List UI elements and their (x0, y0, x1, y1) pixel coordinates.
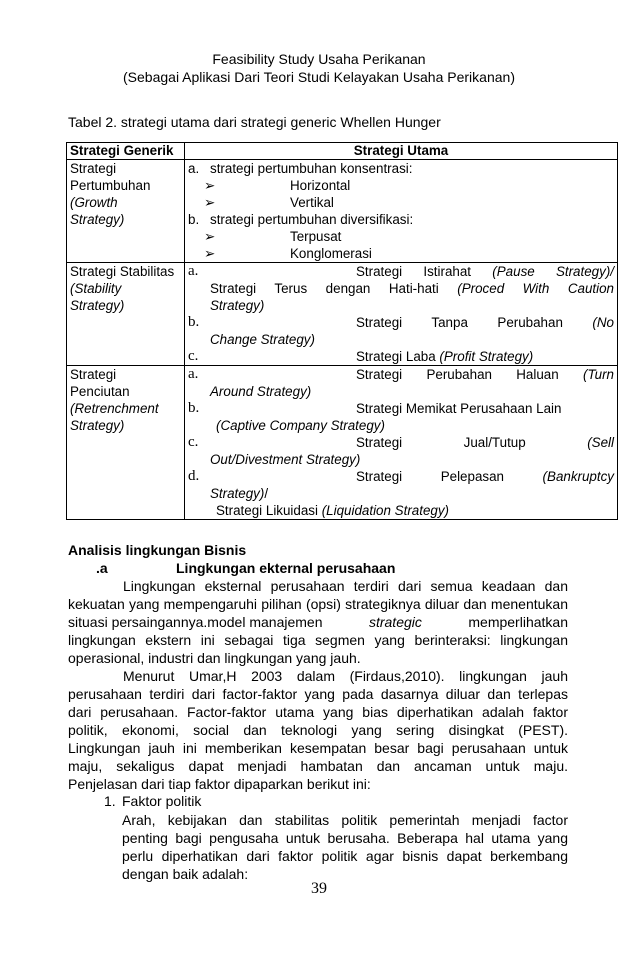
generic-strategy-cell: Strategi Penciutan (Retrenchment Strategy) (67, 366, 185, 520)
list-item-title: Faktor politik (122, 793, 202, 809)
generic-strategy-cell: Strategi Stabilitas (Stability Strategy) (67, 263, 185, 366)
strategy-table (66, 142, 618, 520)
main-strategy-cell: a. Strategi Perubahan Haluan (Turn Around Strategy) b. Strategi Memikat Perusahaan Lain (Captive Company Strategy) c. Strategi Jual/Tutup (Sell Out/Divestment Strategy) d. Strategi Pelepasan (Bankruptcy Strategy)/ Strategi Likuidasi (Liquidation Strategy) (185, 366, 618, 520)
paragraph: Lingkungan eksternal perusahaan terdiri dari semua keadaan dan kekuatan yang mempengaruhi pilihan (opsi) strategiknya diluar dan menentukan situasi persaingannya.model manajemen strategic memperlihatkan lingkungan ekstern ini sebagai tiga segmen yang berinteraksi: lingkungan operasional, industri dan lingkungan yang jauh. (68, 578, 568, 666)
page-number: 39 (311, 880, 327, 897)
table-header-row (67, 143, 618, 160)
table-row (67, 160, 618, 263)
section-title: Analisis lingkungan Bisnis (68, 542, 247, 558)
subsection-title: Lingkungan ekternal perusahaan (176, 560, 396, 576)
bullet-arrow-icon: ➢ (204, 246, 216, 261)
running-header-title: Feasibility Study Usaha Perikanan (212, 51, 426, 67)
table-header-cell: Strategi Generik (67, 143, 185, 160)
bullet-arrow-icon: ➢ (204, 195, 216, 210)
list-item-body: Arah, kebijakan dan stabilitas politik pemerintah menjadi factor penting bagi pengusaha untuk berusaha. Beberapa hal utama yang perlu diperhatikan dari faktor politik agar bisnis dapat berkembang dengan baik adalah: (122, 812, 568, 882)
table-row (67, 366, 618, 520)
subsection-label: .a (96, 560, 108, 576)
table-row (67, 263, 618, 366)
generic-strategy-cell: Strategi Pertumbuhan (Growth Strategy) (67, 160, 185, 263)
main-strategy-cell: a. strategi pertumbuhan konsentrasi: ➢ Horizontal ➢ Vertikal b. strategi pertumbuhan diversifikasi: ➢ Terpusat ➢ Konglomerasi (185, 160, 618, 263)
running-header-subtitle: (Sebagai Aplikasi Dari Teori Studi Kelayakan Usaha Perikanan) (123, 69, 515, 85)
bullet-arrow-icon: ➢ (204, 229, 216, 244)
bullet-arrow-icon: ➢ (204, 178, 216, 193)
paragraph: Menurut Umar,H 2003 dalam (Firdaus,2010). lingkungan jauh perusahaan terdiri dari factor-faktor yang pada dasarnya diluar dan terlepas dari perusahaan. Factor-faktor utama yang bias diperhatikan adalah faktor politik, ekonomi, social dan teknologi yang sering disingkat (PEST). Lingkungan jauh ini memberikan kesempatan besar bagi perusahaan untuk maju, sekaligus dapat menjadi hambatan dan ancaman untuk maju. Penjelasan dari tiap faktor dipaparkan berikut ini: (68, 668, 568, 792)
table-caption: Tabel 2. strategi utama dari strategi generic Whellen Hunger (68, 114, 441, 130)
list-number: 1. (104, 793, 116, 809)
table-header-cell: Strategi Utama (185, 143, 618, 160)
main-strategy-cell: a. Strategi Istirahat (Pause Strategy)/ Strategi Terus dengan Hati-hati (Proced With Caution Strategy) b. Strategi Tanpa Perubahan (No Change Strategy) c. Strategi Laba (Profit Strategy) (185, 263, 618, 366)
